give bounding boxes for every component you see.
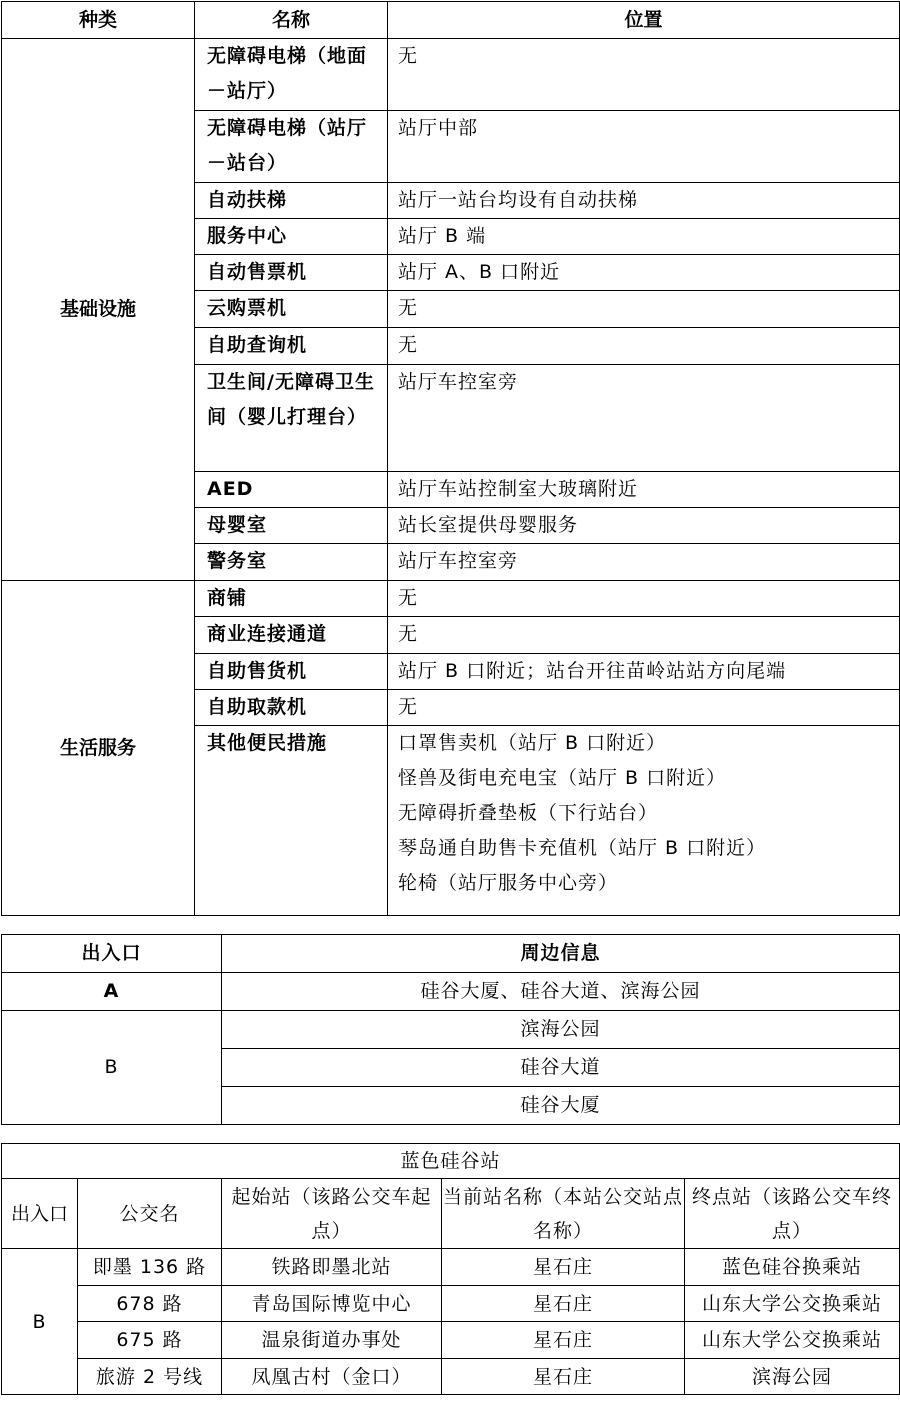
- facility-name: 自助查询机: [195, 328, 388, 365]
- route-name: 678 路: [78, 1286, 222, 1322]
- facilities-header-row: [2, 2, 900, 39]
- category-cell: 生活服务: [2, 581, 195, 916]
- facility-position-list: [388, 726, 900, 916]
- start-station: 凤凰古村（金口）: [222, 1359, 442, 1395]
- end-station: 山东大学公交换乘站: [685, 1322, 900, 1359]
- end-station: 滨海公园: [685, 1359, 900, 1395]
- facility-name: 云购票机: [195, 291, 388, 328]
- header-category: 种类: [2, 2, 195, 39]
- header-start: 起始站（该路公交车起点）: [222, 1179, 442, 1249]
- facility-name: 自助取款机: [195, 690, 388, 726]
- facility-position: 无: [388, 328, 900, 365]
- start-station: 铁路即墨北站: [222, 1249, 442, 1286]
- entrances-header-row: [2, 935, 900, 973]
- facility-name: 警务室: [195, 544, 388, 581]
- facility-name: AED: [195, 472, 388, 508]
- facility-position: 站长室提供母婴服务: [388, 508, 900, 544]
- current-station: 星石庄: [442, 1322, 685, 1359]
- table-row: [2, 1359, 900, 1395]
- table-row: [2, 1286, 900, 1322]
- facility-name: 商业连接通道: [195, 617, 388, 654]
- facility-position: 站厅车控室旁: [388, 365, 900, 472]
- facility-position: 无: [388, 617, 900, 654]
- facility-position: 无: [388, 581, 900, 617]
- start-station: 青岛国际博览中心: [222, 1286, 442, 1322]
- start-station: 温泉街道办事处: [222, 1322, 442, 1359]
- facility-name: 母婴室: [195, 508, 388, 544]
- header-name: 名称: [195, 2, 388, 39]
- facility-name: 自动扶梯: [195, 183, 388, 219]
- table-row: [2, 39, 900, 111]
- facility-name: 卫生间/无障碍卫生间（婴儿打理台）: [195, 365, 388, 472]
- table-row: [2, 1011, 900, 1049]
- facility-position: 无: [388, 291, 900, 328]
- facility-name: 自助售货机: [195, 654, 388, 690]
- exit-label: B: [2, 1249, 78, 1395]
- station-title: 蓝色硅谷站: [2, 1144, 900, 1179]
- facility-name: 无障碍电梯（站厅－站台）: [195, 111, 388, 183]
- list-item: 琴岛通自助售卡充值机（站厅 B 口附近）: [398, 837, 767, 859]
- surrounding-info: 硅谷大厦: [222, 1087, 900, 1125]
- facilities-table: [1, 1, 900, 916]
- list-item: 无障碍折叠垫板（下行站台）: [398, 802, 659, 824]
- list-item: 口罩售卖机（站厅 B 口附近）: [398, 732, 667, 754]
- bus-table: [1, 1143, 900, 1395]
- facility-position: 站厅车站控制室大玻璃附近: [388, 472, 900, 508]
- header-entrance: 出入口: [2, 935, 222, 973]
- list-item: 轮椅（站厅服务中心旁）: [398, 872, 619, 894]
- table-row: [2, 973, 900, 1011]
- entrance-label: B: [2, 1011, 222, 1125]
- entrances-table: [1, 934, 900, 1125]
- table-row: [2, 1249, 900, 1286]
- facility-name: 商铺: [195, 581, 388, 617]
- list-item: 怪兽及街电充电宝（站厅 B 口附近）: [398, 767, 727, 789]
- facility-position: 站厅 B 端: [388, 219, 900, 255]
- facility-position: 站厅车控室旁: [388, 544, 900, 581]
- table-row: [2, 581, 900, 617]
- category-cell: 基础设施: [2, 39, 195, 581]
- route-name: 675 路: [78, 1322, 222, 1359]
- surrounding-info: 硅谷大厦、硅谷大道、滨海公园: [222, 973, 900, 1011]
- header-end: 终点站（该路公交车终点）: [685, 1179, 900, 1249]
- surrounding-info: 滨海公园: [222, 1011, 900, 1049]
- facility-position: 站厅中部: [388, 111, 900, 183]
- facility-position: 无: [388, 39, 900, 111]
- header-exit: 出入口: [2, 1179, 78, 1249]
- current-station: 星石庄: [442, 1286, 685, 1322]
- facility-name: 无障碍电梯（地面－站厅）: [195, 39, 388, 111]
- facility-position: 站厅 A、B 口附近: [388, 255, 900, 291]
- facility-name: 其他便民措施: [195, 726, 388, 916]
- bus-header-row: [2, 1179, 900, 1249]
- header-current: 当前站名称（本站公交站点名称）: [442, 1179, 685, 1249]
- current-station: 星石庄: [442, 1359, 685, 1395]
- route-name: 即墨 136 路: [78, 1249, 222, 1286]
- entrance-label: A: [2, 973, 222, 1011]
- facility-position: 站厅一站台均设有自动扶梯: [388, 183, 900, 219]
- facility-position: 站厅 B 口附近；站台开往苗岭站站方向尾端: [388, 654, 900, 690]
- surrounding-info: 硅谷大道: [222, 1049, 900, 1087]
- facility-name: 服务中心: [195, 219, 388, 255]
- route-name: 旅游 2 号线: [78, 1359, 222, 1395]
- header-surroundings: 周边信息: [222, 935, 900, 973]
- header-position: 位置: [388, 2, 900, 39]
- facility-name: 自动售票机: [195, 255, 388, 291]
- end-station: 蓝色硅谷换乘站: [685, 1249, 900, 1286]
- bus-title-row: [2, 1144, 900, 1179]
- header-route: 公交名: [78, 1179, 222, 1249]
- current-station: 星石庄: [442, 1249, 685, 1286]
- table-row: [2, 1322, 900, 1359]
- facility-position: 无: [388, 690, 900, 726]
- end-station: 山东大学公交换乘站: [685, 1286, 900, 1322]
